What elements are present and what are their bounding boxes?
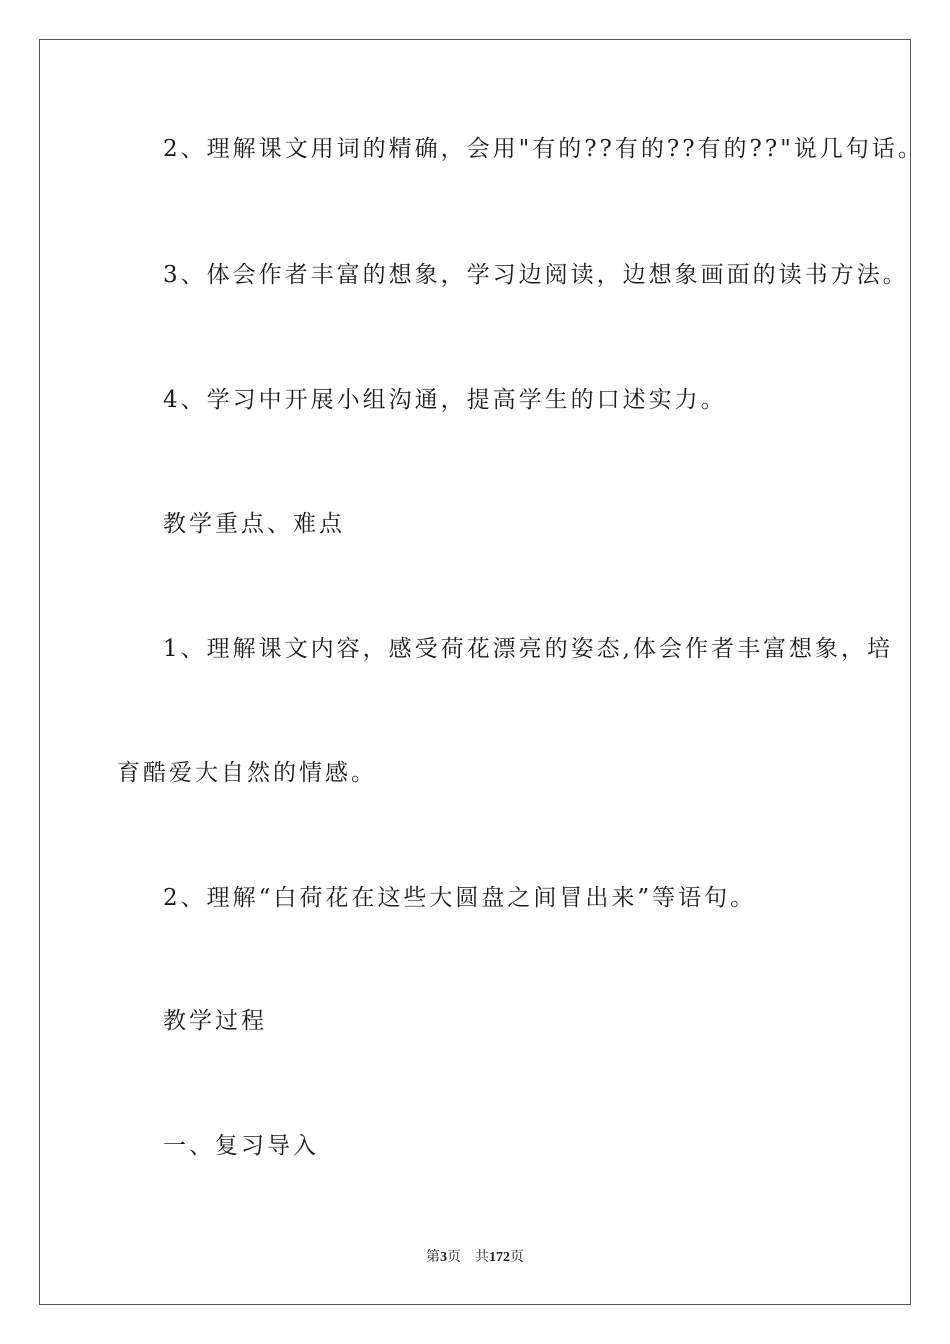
footer-page-prefix: 第 [426, 1250, 440, 1265]
objective-3-line: 3、体会作者丰富的想象，学习边阅读，边想象画面的读书方法。 [163, 262, 909, 288]
footer-total-pages: 172 [489, 1250, 510, 1265]
objective-4-line: 4、学习中开展小组沟通，提高学生的口述实力。 [163, 387, 727, 413]
review-intro-heading: 一、复习导入 [163, 1133, 319, 1159]
key-point-1-continuation: 育酷爱大自然的情感。 [117, 760, 377, 786]
key-point-1-line: 1、理解课文内容，感受荷花漂亮的姿态,体会作者丰富想象，培 [163, 636, 893, 662]
footer-total-prefix: 共 [475, 1250, 489, 1265]
footer-page-suffix: 页 [447, 1250, 461, 1265]
key-point-2-line: 2、理解“白荷花在这些大圆盘之间冒出来”等语句。 [163, 885, 757, 911]
objective-2-line: 2、理解课文用词的精确，会用"有的??有的??有的??"说几句话。 [163, 136, 924, 162]
footer-page-number: 3 [440, 1250, 447, 1265]
page-footer [0, 1246, 950, 1266]
footer-total-suffix: 页 [510, 1250, 524, 1265]
page-border [39, 39, 911, 1305]
teaching-process-heading: 教学过程 [163, 1008, 267, 1034]
key-points-heading: 教学重点、难点 [163, 511, 345, 537]
